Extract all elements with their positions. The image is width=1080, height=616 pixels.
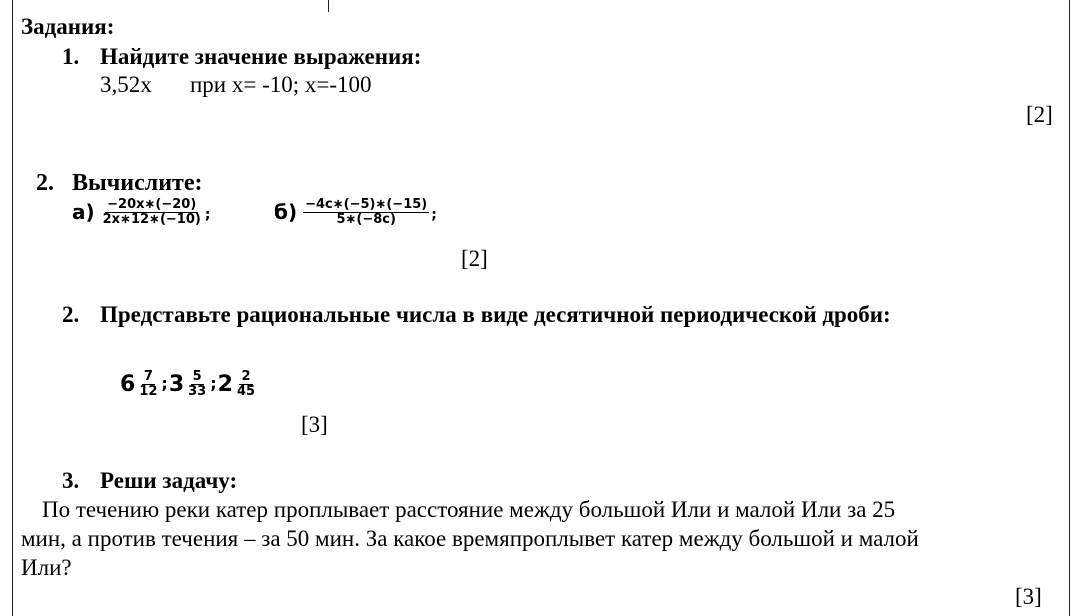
section-title: Задания: [21,14,115,39]
task2-b-label: б) [274,200,298,225]
task2-title: Вычислите: [72,170,203,196]
fraction-b-denominator: 5∗(−8c) [336,211,396,227]
mixed-separator: ; [210,373,217,393]
task3-points: [3] [301,412,328,437]
task3-number: 2. [62,302,80,327]
task1-condition: при x= -10; x=-100 [190,72,372,97]
task2-expression-a [72,198,210,227]
task4-number: 3. [62,468,80,493]
task4-text-line1: По течению реки катер проплывает расстояние между большой Или и малой Или за 25 [42,497,896,522]
fraction-b-numerator: −4c∗(−5)∗(−15) [305,197,428,212]
mixed-numbers [120,370,259,399]
column-divider [328,0,329,12]
mixed-1-fraction [137,370,159,399]
task2-expression-b [274,198,437,227]
mixed-1-whole: 6 [120,371,136,397]
mixed-1-numerator: 7 [143,369,153,384]
task2-points: [2] [461,246,488,271]
task1-title: Найдите значение выражения: [100,44,422,69]
task4-text-line3: Или? [21,555,72,580]
task2-number: 2. [36,170,54,196]
task4-text-line2: мин, а против течения – за 50 мин. За какое времяпроплывет катер между большой и малой [21,526,919,551]
mixed-2-numerator: 5 [192,369,202,384]
mixed-2-whole: 3 [168,371,185,397]
task1-number: 1. [62,44,80,69]
mixed-3-fraction [235,370,257,399]
fraction-b [303,198,429,227]
task4-points: [3] [1015,584,1042,609]
mixed-3-whole: 2 [217,371,233,397]
mixed-separator: ; [161,373,168,393]
task1-points: [2] [1026,102,1053,127]
task2-a-label: а) [72,200,95,225]
fraction-a-numerator: −20x∗(−20) [107,197,197,212]
task1-expression: 3,52x [100,72,152,97]
task2-a-separator: ; [204,206,211,223]
mixed-1-denominator: 12 [139,383,158,399]
task2-b-separator: ; [431,206,437,223]
mixed-3-denominator: 45 [236,383,256,399]
task4-title: Реши задачу: [100,468,238,493]
fraction-a-denominator: 2x∗12∗(−10) [102,211,201,227]
mixed-2-denominator: 33 [188,383,207,399]
mixed-3-numerator: 2 [241,369,251,384]
task3-title: Представьте рациональные числа в виде десятичной периодической дроби: [100,302,891,327]
mixed-2-fraction [186,370,208,399]
fraction-a [101,198,203,227]
